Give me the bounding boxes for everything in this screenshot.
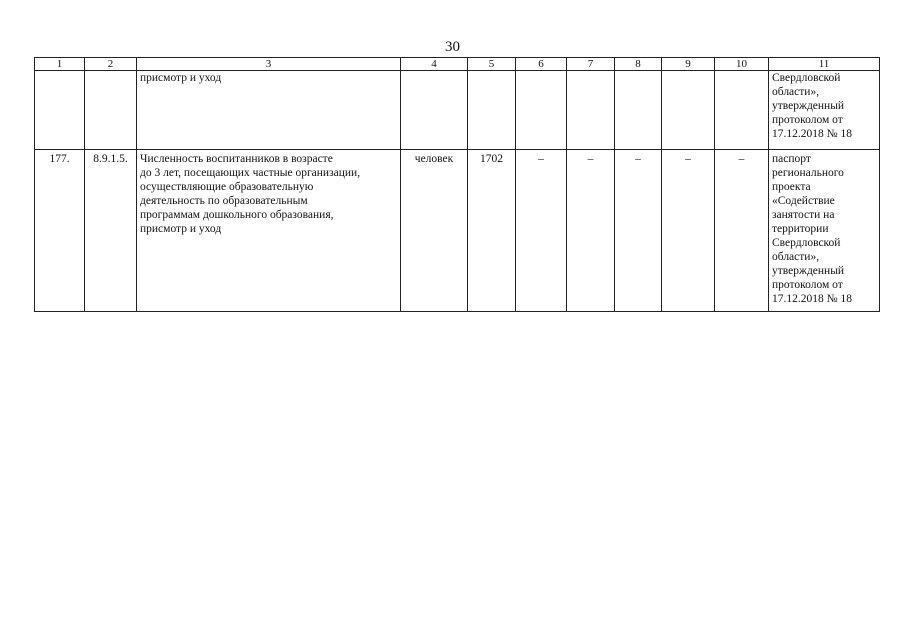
col-10-cell: – bbox=[715, 150, 769, 312]
value-cell: 1702 bbox=[468, 150, 516, 312]
row-number-cell bbox=[35, 71, 85, 150]
row-code-cell bbox=[85, 71, 137, 150]
value-cell bbox=[468, 71, 516, 150]
row-code-cell: 8.9.1.5. bbox=[85, 150, 137, 312]
column-header-5: 5 bbox=[468, 58, 516, 71]
data-table bbox=[34, 57, 880, 312]
column-header-7: 7 bbox=[567, 58, 615, 71]
column-header-8: 8 bbox=[615, 58, 662, 71]
col-7-cell bbox=[567, 71, 615, 150]
col-10-cell bbox=[715, 71, 769, 150]
unit-cell: человек bbox=[401, 150, 468, 312]
col-6-cell bbox=[516, 71, 567, 150]
column-header-9: 9 bbox=[662, 58, 715, 71]
col-6-cell: – bbox=[516, 150, 567, 312]
source-cell: паспорт регионального проекта «Содействие занятости на территории Свердловской области», утвержденный протоколом от 17.12.2018 № 18 bbox=[769, 150, 880, 312]
col-9-cell bbox=[662, 71, 715, 150]
col-8-cell: – bbox=[615, 150, 662, 312]
column-header-4: 4 bbox=[401, 58, 468, 71]
table-row bbox=[35, 150, 880, 312]
row-number-cell: 177. bbox=[35, 150, 85, 312]
column-header-11: 11 bbox=[769, 58, 880, 71]
column-header-1: 1 bbox=[35, 58, 85, 71]
indicator-cell: Численность воспитанников в возрасте до 3 лет, посещающих частные организации, осуществляющие образовательную деятельность по образовательным программам дошкольного образования, присмотр и уход bbox=[137, 150, 401, 312]
column-header-3: 3 bbox=[137, 58, 401, 71]
column-header-2: 2 bbox=[85, 58, 137, 71]
column-header-6: 6 bbox=[516, 58, 567, 71]
table-row bbox=[35, 71, 880, 150]
col-8-cell bbox=[615, 71, 662, 150]
source-cell: Свердловской области», утвержденный протоколом от 17.12.2018 № 18 bbox=[769, 71, 880, 150]
col-7-cell: – bbox=[567, 150, 615, 312]
col-9-cell: – bbox=[662, 150, 715, 312]
column-header-10: 10 bbox=[715, 58, 769, 71]
page-number: 30 bbox=[445, 39, 460, 55]
indicator-cell: присмотр и уход bbox=[137, 71, 401, 150]
header-row bbox=[35, 58, 880, 71]
unit-cell bbox=[401, 71, 468, 150]
